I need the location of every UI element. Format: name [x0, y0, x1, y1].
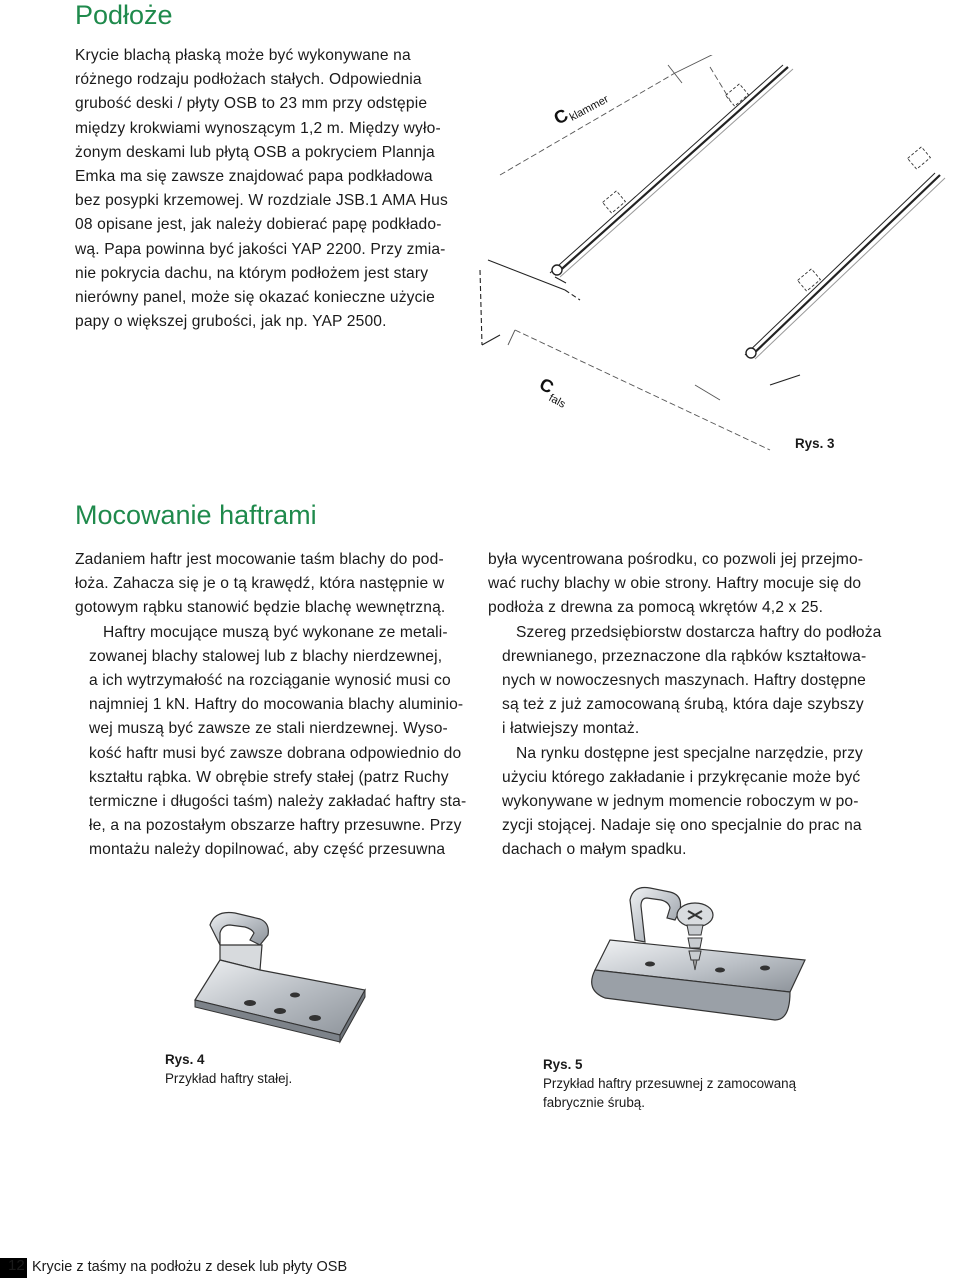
figure5-caption [543, 1055, 796, 1112]
paragraph [488, 742, 888, 863]
text-line: nych w nowoczesnych maszynach. Haftry dostępne [502, 672, 866, 690]
label-klammer: klammer [567, 93, 611, 124]
paragraph [75, 621, 475, 863]
text-line: Emka ma się zawsze znajdować papa podkładowa [75, 168, 433, 186]
paragraph [488, 548, 888, 621]
text-line: wykonywane w jednym momencie roboczym w po- [502, 793, 859, 811]
section-title-podloze: Podłoże [75, 0, 173, 30]
text-line: bez posypki krzemowej. W rozdziale JSB.1 AMA Hus [75, 192, 448, 210]
text-line: papy o większej grubości, jak np. YAP 2500. [75, 313, 387, 331]
text-line: kość haftr musi być zawsze dobrana odpowiednio do [89, 744, 462, 762]
paragraph [488, 621, 888, 742]
text-line: była wycentrowana pośrodku, co pozwoli jej przejmo- [488, 551, 864, 568]
c-symbol-klammer: C [550, 104, 572, 129]
text-line: wą. Papa powinna być jakości YAP 2200. Przy zmia- [75, 240, 446, 258]
section2-right-column [488, 548, 888, 863]
text-line: dachach o małym spadku. [502, 841, 687, 859]
figure4-caption [165, 1050, 292, 1088]
figure3-label: Rys. 3 [795, 436, 835, 451]
figure4-caption-text: Przykład haftry stałej. [165, 1071, 293, 1086]
text-line: kształtu rąbka. W obrębie strefy stałej (patrz Ruchy [89, 768, 449, 786]
figure5-label: Rys. 5 [543, 1057, 583, 1072]
text-line: Zadaniem haftr jest mocowanie taśm blachy do pod- [75, 551, 444, 568]
text-line: między krokwiami wynoszącym 1,2 m. Między wyło- [75, 119, 441, 137]
roof-plane-outline [480, 260, 800, 385]
figure4-label: Rys. 4 [165, 1052, 205, 1067]
text-line: wej muszą być zawsze ze stali nierdzewnej. Wyso- [89, 720, 448, 738]
text-line: zycji stojącej. Nadaje się ono specjalnie do prac na [502, 817, 862, 835]
text-line: gotowym rąbku stanowić będzie blachę wewnętrzną. [75, 599, 446, 617]
figure5-caption-line: Przykład haftry przesuwnej z zamocowaną [543, 1076, 797, 1091]
text-line: Haftry mocujące muszą być wykonane ze metali- [103, 623, 448, 641]
figure4-fixed-clip-illustration [190, 905, 390, 1045]
text-line: termiczne i długości taśm) należy zakładać haftry sta- [89, 793, 467, 811]
text-line: nie pokrycia dachu, na którym podłożem jest stary [75, 264, 429, 282]
figure5-sliding-clip-illustration [575, 880, 815, 1030]
standing-seam-upper [550, 65, 793, 283]
text-line: różnego rodzaju podłożach stałych. Odpowiednia [75, 71, 422, 89]
text-line: łe, a na pozostałym obszarze haftry przesuwne. Przy [89, 817, 462, 835]
figure5-caption-line: fabrycznie śrubą. [543, 1095, 645, 1110]
text-line: 08 opisane jest, jak należy dobierać papę podkłado- [75, 216, 442, 234]
text-line: Na rynku dostępne jest specjalne narzędzie, przy [516, 744, 863, 762]
footer-title: Krycie z taśmy na podłożu z desek lub płyty OSB [32, 1259, 348, 1275]
text-line: montażu należy dopilnować, aby część przesuwna [89, 841, 446, 859]
dimension-klammer-line [500, 55, 732, 175]
text-line: a ich wytrzymałość na rozciąganie wynosić musi co [89, 672, 451, 690]
text-line: Krycie blachą płaską może być wykonywane na [75, 47, 411, 64]
figure3-seam-diagram [470, 55, 950, 475]
paragraph [75, 548, 475, 621]
text-line: łoża. Zahacza się je o tą krawędź, która następnie w [75, 575, 445, 593]
standing-seam-lower [745, 173, 945, 359]
text-line: podłoża z drewna za pomocą wkrętów 4,2 x 25. [488, 599, 824, 617]
section-title-mocowanie: Mocowanie haftrami [75, 500, 317, 530]
label-fals: fals [546, 392, 568, 411]
text-line: zowanej blachy stalowej lub z blachy nierdzewnej, [89, 647, 443, 665]
text-line: grubość deski / płyty OSB to 23 mm przy odstępie [75, 95, 428, 113]
text-line: żonym deskami lub płytą OSB a pokryciem Plannja [75, 143, 435, 161]
text-line: nierówny panel, może się okazać konieczne użycie [75, 289, 435, 307]
text-line: najmniej 1 kN. Haftry do mocowania blachy aluminio- [89, 696, 464, 714]
section1-paragraph [75, 44, 475, 334]
text-line: i łatwiejszy montaż. [502, 720, 640, 738]
text-line: wać ruchy blachy w obie strony. Haftry mocuje się do [488, 575, 862, 593]
text-line: użyciu którego zakładanie i przykręcanie może być [502, 768, 861, 786]
text-line: Szereg przedsiębiorstw dostarcza haftry do podłoża [516, 623, 882, 641]
page-number: 12 [8, 1257, 25, 1274]
text-line: są też z już zamocowaną śrubą, która daje szybszy [502, 696, 864, 714]
c-symbol-fals: C [536, 373, 557, 398]
section2-left-column [75, 548, 475, 863]
text-line: drewnianego, przeznaczone dla rąbków kształtowa- [502, 647, 867, 665]
